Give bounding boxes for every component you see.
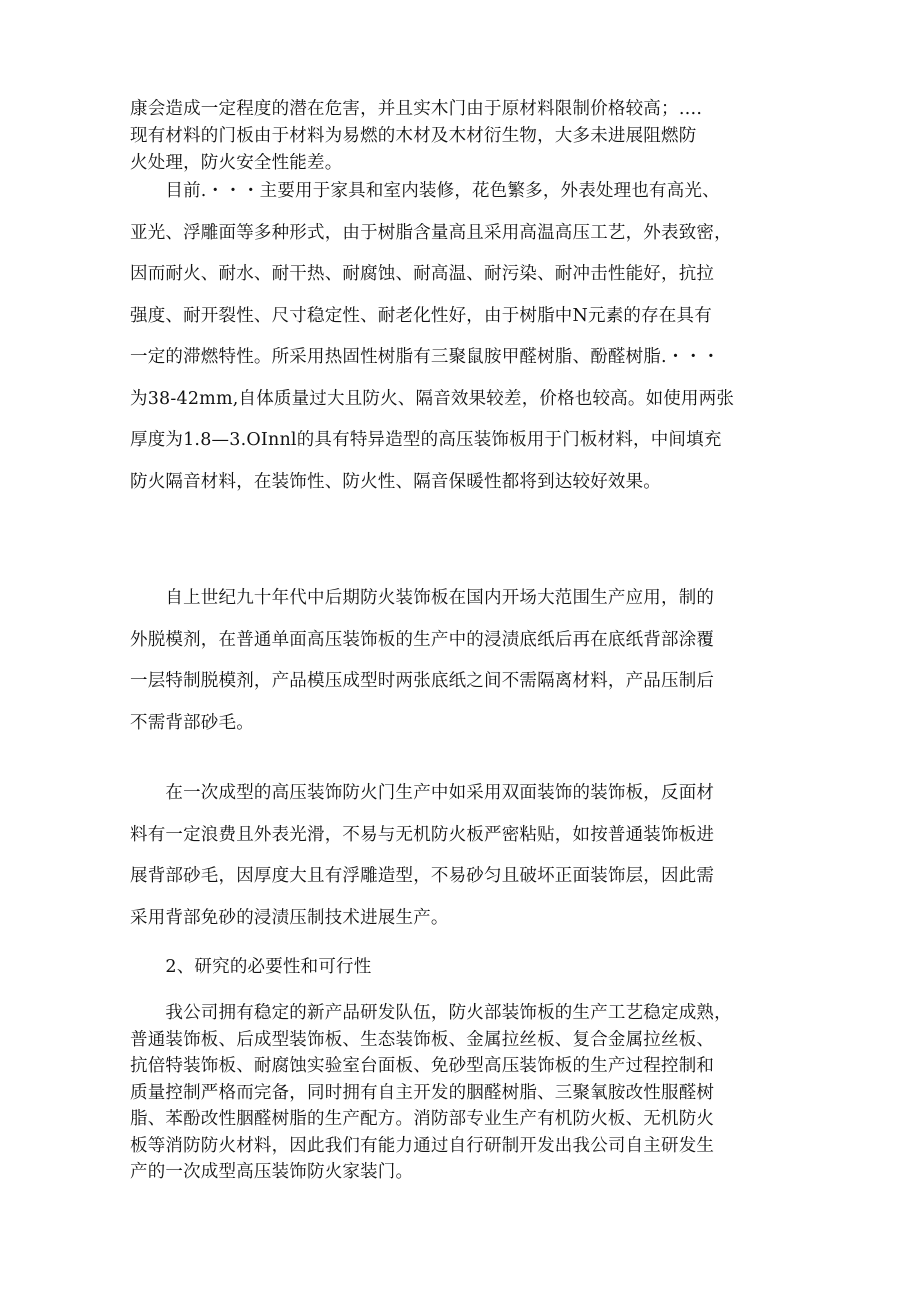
- text-line: 强度、耐开裂性、尺寸稳定性、耐老化性好，由于树脂中N元素的存在具有: [130, 305, 712, 326]
- text-line: 现有材料的门板由于材料为易燃的木材及木材衍生物，大多未进展阻燃防: [130, 126, 697, 146]
- text-line: 自上世纪九十年代中后期防火装饰板在国内开场大范围生产应用，制的: [130, 588, 715, 608]
- text-line: 采用背部免砂的浸渍压制技术进展生产。: [130, 907, 449, 928]
- heading-line: 2、研究的必要性和可行性: [130, 957, 372, 977]
- text-line: 不需背部砂毛。: [130, 712, 254, 733]
- paragraph-6: [130, 1000, 810, 1186]
- section-heading: [130, 954, 810, 980]
- paragraph-4: [130, 773, 810, 939]
- text-line: 防火隔音材料，在装饰性、防火性、隔音保暖性都将到达较好效果。: [130, 471, 661, 492]
- text-line: 展背部砂毛，因厚度大且有浮雕造型，不易砂匀且破坏正面装饰层，因此需: [130, 866, 715, 886]
- text-line: 火处理，防火安全性能差。: [130, 153, 343, 173]
- text-line: 料有一定浪费且外表光滑，不易与无机防火板严密粘贴，如按普通装饰板进: [130, 824, 715, 845]
- text-line: 为38-42mm,自体质量过大且防火、隔音效果较差，价格也较高。如使用两张: [130, 388, 735, 409]
- paragraph-1: [130, 96, 810, 177]
- text-line: 质量控制严格而完备，同时拥有自主开发的胭醛树脂、三聚氧胺改性服醛树: [130, 1082, 715, 1103]
- text-line: 脂、苯酚改性胭醛树脂的生产配方。消防部专业生产有机防火板、无机防火: [130, 1109, 715, 1129]
- text-line: 亚光、浮雕面等多种形式，由于树脂含量高且采用高温高压工艺，外表致密，: [130, 222, 732, 243]
- paragraph-3: [130, 578, 810, 744]
- text-line: 康会造成一定程度的潜在危害，并且实木门由于原材料限制价格较高；….: [130, 99, 703, 119]
- text-line: 一定的滞燃特性。所采用热固性树脂有三聚鼠胺甲醛树脂、酚醛树脂.・・・: [130, 347, 720, 367]
- text-line: 我公司拥有稳定的新产品研发队伍，防火部装饰板的生产工艺稳定成熟，: [130, 1003, 732, 1023]
- text-line: 目前.・・・主要用于家具和室内装修，花色繁多，外表处理也有高光、: [130, 181, 720, 201]
- text-line: 外脱模剂，在普通单面高压装饰板的生产中的浸渍底纸后再在底纸背部涂覆: [130, 629, 715, 650]
- paragraph-2: [130, 171, 810, 503]
- text-line: 因而耐火、耐水、耐干热、耐腐蚀、耐高温、耐污染、耐冲击性能好，抗拉: [130, 264, 715, 284]
- text-line: 一层特制脱模剂，产品模压成型时两张底纸之间不需隔离材料，产品压制后: [130, 671, 715, 691]
- text-line: 厚度为1.8—3.OInnl的具有特异造型的高压装饰板用于门板材料，中间填充: [130, 430, 722, 450]
- text-line: 普通装饰板、后成型装饰板、生态装饰板、金属拉丝板、复合金属拉丝板、: [130, 1029, 715, 1050]
- text-line: 抗倍特装饰板、耐腐蚀实验室台面板、免砂型高压装饰板的生产过程控制和: [130, 1056, 715, 1076]
- text-line: 在一次成型的高压装饰防火门生产中如采用双面装饰的装饰板，反面材: [130, 783, 715, 803]
- text-line: 产的一次成型高压装饰防火家装门。: [130, 1162, 414, 1182]
- text-line: 板等消防防火材料，因此我们有能力通过自行研制开发出我公司自主研发生: [130, 1135, 715, 1156]
